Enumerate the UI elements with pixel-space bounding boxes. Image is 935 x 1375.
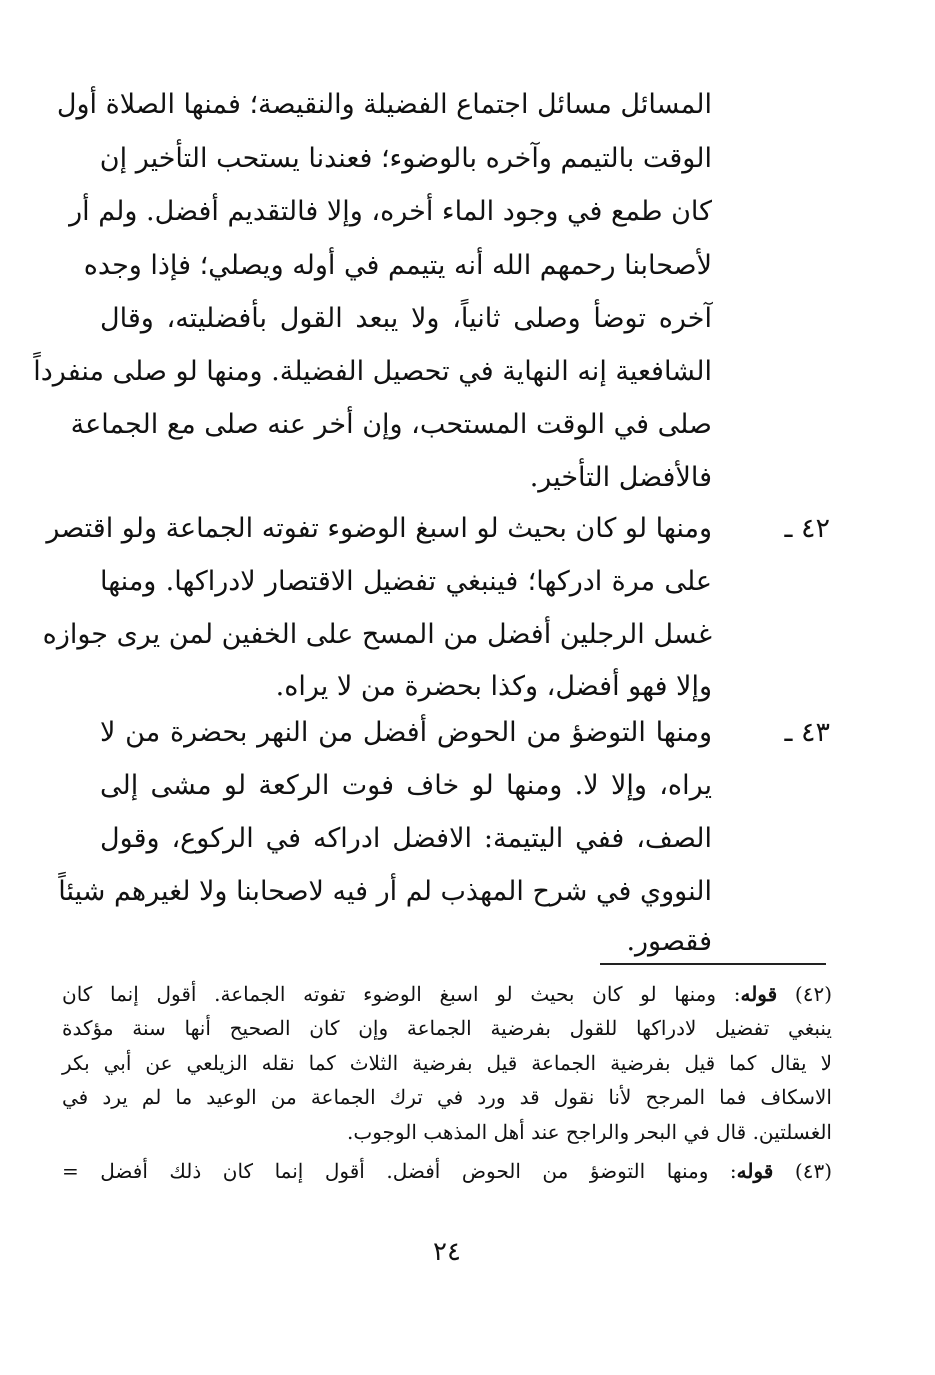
main-text-line: المسائل مسائل اجتماع الفضيلة والنقيصة؛ فمنها الصلاة أول xyxy=(56,89,712,120)
paragraph-42-line: وإلا فهو أفضل، وكذا بحضرة من لا يراه. xyxy=(275,671,712,702)
footnote-text: : ومنها لو كان بحيث لو اسبغ الوضوء تفوته الجماعة. أقول إنما كان xyxy=(62,982,741,1006)
footnote-separator xyxy=(600,963,826,965)
footnote-keyword: قوله xyxy=(736,1159,774,1183)
footnote-ref-43: (٤٣) xyxy=(794,1159,832,1183)
main-text-line: الوقت بالتيمم وآخره بالوضوء؛ فعندنا يستحب التأخير إن xyxy=(99,143,712,174)
paragraph-42-line: غسل الرجلين أفضل من المسح على الخفين لمن يرى جوازه xyxy=(42,619,712,650)
footnote-text: : ومنها التوضؤ من الحوض أفضل. أقول إنما كان ذلك أفضل = xyxy=(62,1159,737,1183)
paragraph-43-line: ومنها التوضؤ من الحوض أفضل من النهر بحضرة من لا xyxy=(100,717,712,748)
main-text-line: كان طمع في وجود الماء أخره، وإلا فالتقديم أفضل. ولم أر xyxy=(69,196,712,227)
footnote-43-line xyxy=(62,1157,832,1185)
paragraph-43-line: الصف، ففي اليتيمة: الافضل ادراكه في الركوع، وقول xyxy=(100,823,712,854)
main-text-line: آخره توضأ وصلى ثانياً، ولا يبعد القول بأفضليته، وقال xyxy=(100,303,712,334)
main-text-line: لأصحابنا رحمهم الله أنه يتيمم في أوله ويصلي؛ فإذا وجده xyxy=(83,250,712,281)
main-text-line: فالأفضل التأخير. xyxy=(529,462,712,493)
paragraph-42-line: على مرة ادركها؛ فينبغي تفضيل الاقتصار لادراكها. ومنها xyxy=(100,566,712,597)
footnote-42-line: ينبغي تفضيل لادراكها للقول بفرضية الجماعة وإن كان الصحيح أنها سنة مؤكدة xyxy=(62,1016,832,1040)
footnote-42-line: الغسلتين. قال في البحر والراجح عند أهل المذهب الوجوب. xyxy=(347,1120,832,1144)
footnote-42-line: لا يقال كما قيل بفرضية الجماعة قيل بفرضية الثلاث كما نقله الزيلعي عن أبي بكر xyxy=(62,1051,832,1075)
paragraph-43-line: يراه، وإلا لا. ومنها لو خاف فوت الركعة لو مشى إلى xyxy=(100,770,712,801)
paragraph-43-line: فقصور. xyxy=(626,926,712,957)
paragraph-number-43: ٤٣ ـ xyxy=(784,717,830,748)
paragraph-42-line: ومنها لو كان بحيث لو اسبغ الوضوء تفوته الجماعة ولو اقتصر xyxy=(46,513,712,544)
main-text-line: صلى في الوقت المستحب، وإن أخر عنه صلى مع الجماعة xyxy=(70,409,712,440)
paragraph-43-line: النووي في شرح المهذب لم أر فيه لاصحابنا ولا لغيرهم شيئاً xyxy=(58,876,712,907)
main-text-line: الشافعية إنه النهاية في تحصيل الفضيلة. ومنها لو صلى منفرداً xyxy=(33,356,712,387)
page-number: ٢٤ xyxy=(433,1237,461,1267)
footnote-ref-42: (٤٢) xyxy=(794,982,832,1006)
footnote-keyword: قوله xyxy=(740,982,778,1006)
footnote-42-line: الاسكاف فما المرجح لأنا نقول قد ورد في ترك الجماعة من الوعيد ما لم يرد في xyxy=(62,1085,832,1109)
footnote-42-line xyxy=(62,980,832,1008)
paragraph-number-42: ٤٢ ـ xyxy=(784,513,830,544)
